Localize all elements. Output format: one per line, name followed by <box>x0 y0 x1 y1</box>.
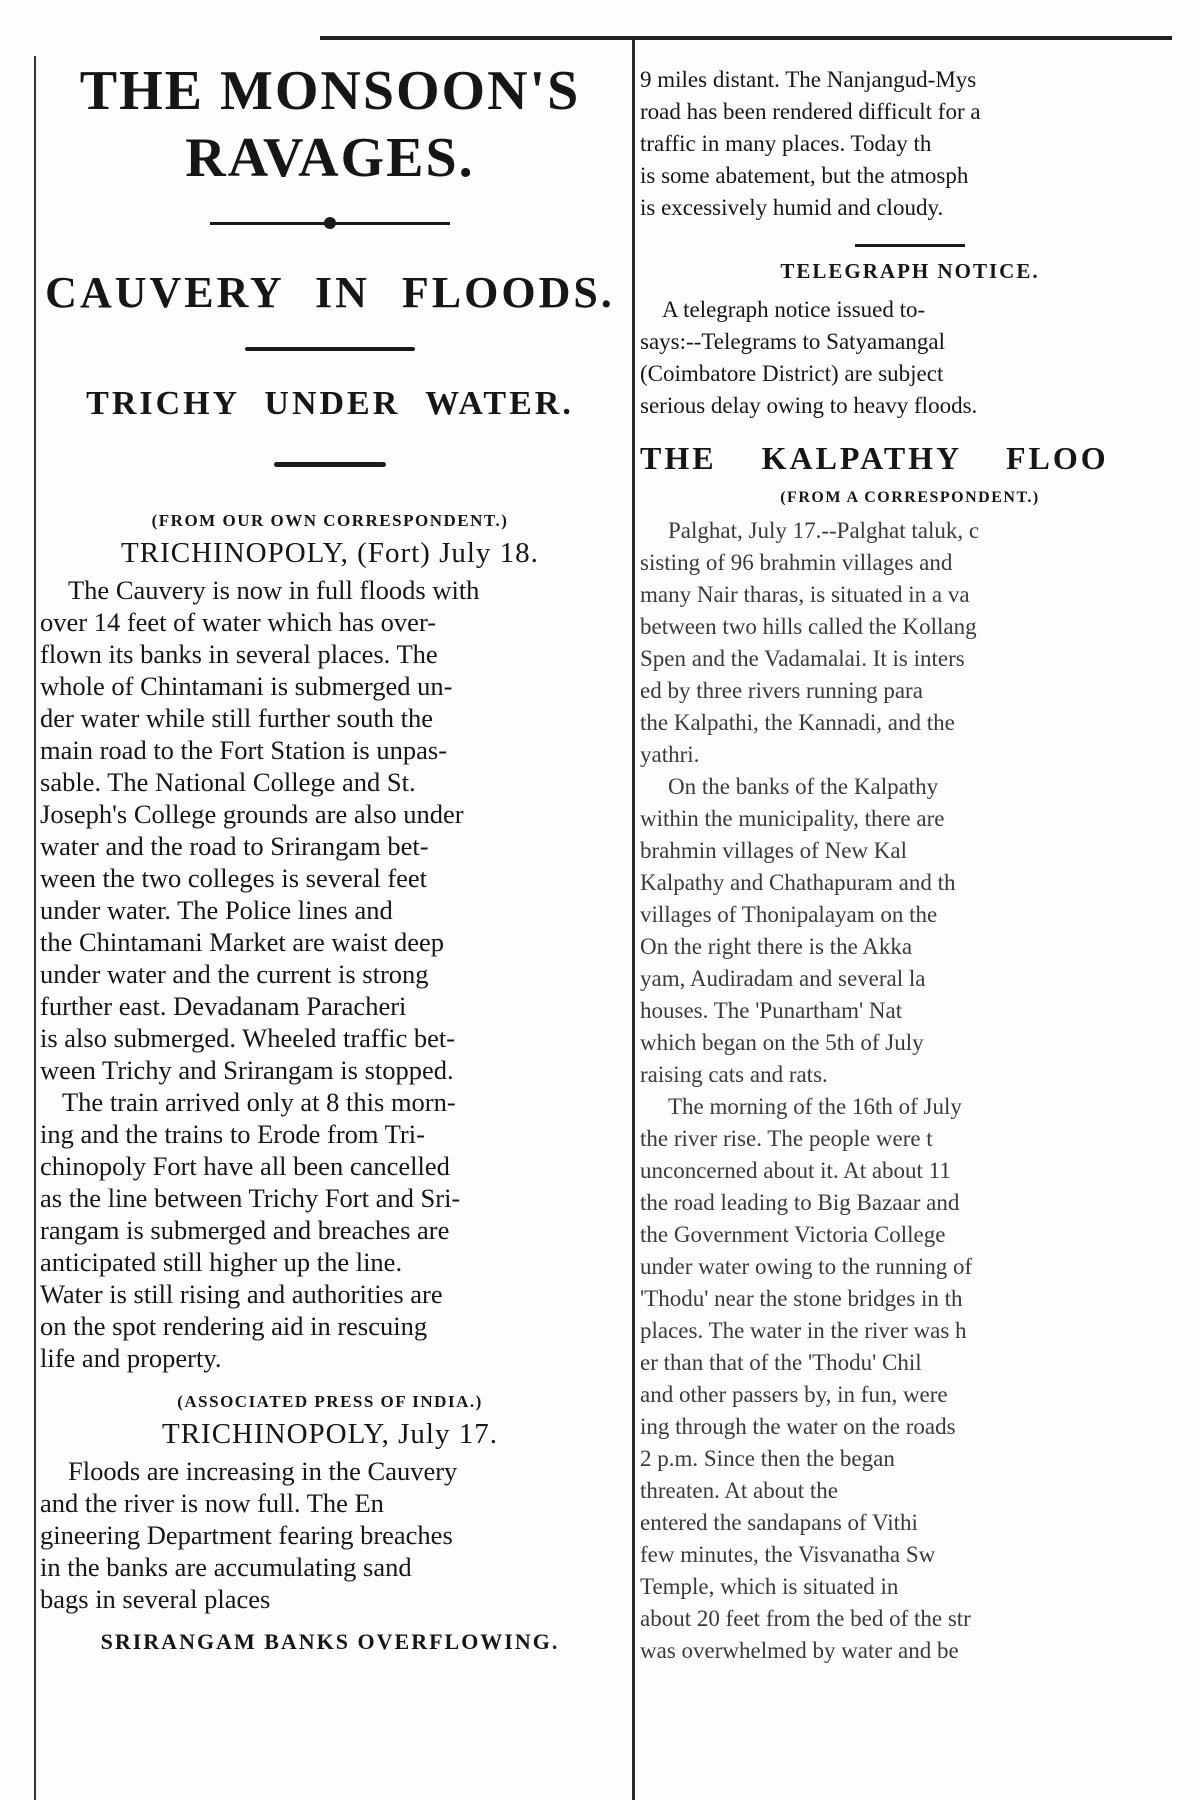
text-line: is excessively humid and cloudy. <box>640 195 944 220</box>
text-line: der water while still further south the <box>40 703 433 734</box>
section-rule <box>274 457 386 471</box>
headline-ornament <box>210 210 450 236</box>
text-line: anticipated still higher up the line. <box>40 1247 403 1278</box>
text-line: yam, Audiradam and several la <box>640 966 926 991</box>
text-line: ing and the trains to Erode from Tri- <box>40 1119 425 1150</box>
text-line: yathri. <box>640 742 700 767</box>
text-line: threaten. At about the <box>640 1478 838 1503</box>
text-line: was overwhelmed by water and be <box>640 1638 959 1663</box>
text-line: whole of Chintamani is submerged un- <box>40 671 453 702</box>
text-line: ween Trichy and Srirangam is stopped. <box>40 1055 454 1086</box>
correspondent-credit: (FROM OUR OWN CORRESPONDENT.) <box>151 511 509 531</box>
text-line: Joseph's College grounds are also under <box>40 799 464 830</box>
text-line: serious delay owing to heavy floods. <box>640 393 978 418</box>
text-line: further east. Devadanam Paracheri <box>40 991 407 1022</box>
text-line: over 14 feet of water which has over- <box>40 607 437 638</box>
text-line: A telegraph notice issued to- <box>662 297 926 322</box>
text-line: ed by three rivers running para <box>640 678 923 703</box>
text-line: bags in several places <box>40 1584 271 1615</box>
text-line: places. The water in the river was h <box>640 1318 967 1343</box>
text-line: the Chintamani Market are waist deep <box>40 927 444 958</box>
text-line: water and the road to Srirangam bet- <box>40 831 429 862</box>
text-line: on the spot rendering aid in rescuing <box>40 1311 428 1342</box>
text-line: main road to the Fort Station is unpas- <box>40 735 448 766</box>
continued-paragraph <box>640 64 1180 224</box>
text-line: sable. The National College and St. <box>40 767 416 798</box>
text-line: raising cats and rats. <box>640 1062 828 1087</box>
text-line: sisting of 96 brahmin villages and <box>640 550 953 575</box>
kalpathy-paragraph-1 <box>640 515 1180 771</box>
text-line: The train arrived only at 8 this morn- <box>62 1087 456 1118</box>
press-credit: (ASSOCIATED PRESS OF INDIA.) <box>177 1392 483 1412</box>
text-line: is some abatement, but the atmosph <box>640 163 969 188</box>
text-line: the Kalpathi, the Kannadi, and the <box>640 710 955 735</box>
dateline-trichinopoly: TRICHINOPOLY, July 17. <box>162 1418 498 1451</box>
text-line: er than that of the 'Thodu' Chil <box>640 1350 922 1375</box>
text-line: Kalpathy and Chathapuram and th <box>640 870 956 895</box>
text-line: rangam is submerged and breaches are <box>40 1215 450 1246</box>
text-line: (Coimbatore District) are subject <box>640 361 944 386</box>
left-column <box>40 44 620 1655</box>
text-line: gineering Department fearing breaches <box>40 1520 453 1551</box>
text-line: few minutes, the Visvanatha Sw <box>640 1542 936 1567</box>
text-line: road has been rendered difficult for a <box>640 99 981 124</box>
article-paragraph-1 <box>40 574 620 1086</box>
text-line: unconcerned about it. At about 11 <box>640 1158 951 1183</box>
kalpathy-paragraph-3 <box>640 1091 1180 1667</box>
text-line: many Nair tharas, is situated in a va <box>640 582 970 607</box>
text-line: chinopoly Fort have all been cancelled <box>40 1151 450 1182</box>
text-line: ween the two colleges is several feet <box>40 863 428 894</box>
text-line: Spen and the Vadamalai. It is inters <box>640 646 965 671</box>
text-line: the road leading to Big Bazaar and <box>640 1190 960 1215</box>
text-line: The Cauvery is now in full floods with <box>68 575 480 606</box>
text-line: under water owing to the running of <box>640 1254 973 1279</box>
notice-rule <box>855 244 965 247</box>
text-line: which began on the 5th of July <box>640 1030 924 1055</box>
text-line: Temple, which is situated in <box>640 1574 899 1599</box>
telegraph-notice-paragraph <box>640 294 1180 422</box>
text-line: as the line between Trichy Fort and Sri- <box>40 1183 461 1214</box>
text-line: On the banks of the Kalpathy <box>668 774 939 799</box>
text-line: houses. The 'Punartham' Nat <box>640 998 903 1023</box>
text-line: life and property. <box>40 1343 222 1374</box>
text-line: Water is still rising and authorities are <box>40 1279 443 1310</box>
text-line: under water. The Police lines and <box>40 895 393 926</box>
kalpathy-credit: (FROM A CORRESPONDENT.) <box>780 489 1040 506</box>
text-line: and other passers by, in fun, were <box>640 1382 948 1407</box>
text-line: traffic in many places. Today th <box>640 131 932 156</box>
text-line: brahmin villages of New Kal <box>640 838 907 863</box>
text-line: between two hills called the Kollang <box>640 614 977 639</box>
text-line: under water and the current is strong <box>40 959 429 990</box>
text-line: the river rise. The people were t <box>640 1126 933 1151</box>
headline-line-2: RAVAGES. <box>185 126 475 189</box>
text-line: in the banks are accumulating sand <box>40 1552 412 1583</box>
bottom-headline: SRIRANGAM BANKS OVERFLOWING. <box>100 1629 560 1655</box>
text-line: flown its banks in several places. The <box>40 639 438 670</box>
text-line: within the municipality, there are <box>640 806 945 831</box>
text-line: Palghat, July 17.--Palghat taluk, c <box>668 518 980 543</box>
main-headline <box>40 62 620 188</box>
text-line: 9 miles distant. The Nanjangud-Mys <box>640 67 977 92</box>
text-line: about 20 feet from the bed of the str <box>640 1606 971 1631</box>
left-column-rule <box>34 56 36 1800</box>
text-line: Floods are increasing in the Cauvery <box>68 1456 458 1487</box>
article-paragraph-3 <box>40 1455 620 1615</box>
text-line: 2 p.m. Since then the began <box>640 1446 895 1471</box>
article-paragraph-2 <box>40 1086 620 1374</box>
dateline-fort: TRICHINOPOLY, (Fort) July 18. <box>121 537 539 570</box>
text-line: the Government Victoria College <box>640 1222 946 1247</box>
text-line: villages of Thonipalayam on the <box>640 902 938 927</box>
text-line: The morning of the 16th of July <box>668 1094 962 1119</box>
column-divider <box>632 40 635 1800</box>
text-line: On the right there is the Akka <box>640 934 913 959</box>
text-line: and the river is now full. The En <box>40 1488 384 1519</box>
kalpathy-paragraph-2 <box>640 771 1180 1091</box>
text-line: entered the sandapans of Vithi <box>640 1510 918 1535</box>
text-line: 'Thodu' near the stone bridges in th <box>640 1286 963 1311</box>
telegraph-notice-heading: TELEGRAPH NOTICE. <box>780 259 1040 283</box>
subheadline-trichy: TRICHY UNDER WATER. <box>86 384 574 422</box>
headline-line-1: THE MONSOON'S <box>79 60 581 122</box>
right-column <box>640 44 1180 1667</box>
subheadline-rule <box>245 342 415 356</box>
top-rule <box>320 36 1172 40</box>
text-line: says:--Telegrams to Satyamangal <box>640 329 945 354</box>
kalpathy-headline: THE KALPATHY FLOO <box>640 440 1109 476</box>
text-line: ing through the water on the roads <box>640 1414 956 1439</box>
text-line: is also submerged. Wheeled traffic bet- <box>40 1023 456 1054</box>
subheadline-cauvery: CAUVERY IN FLOODS. <box>45 267 615 317</box>
